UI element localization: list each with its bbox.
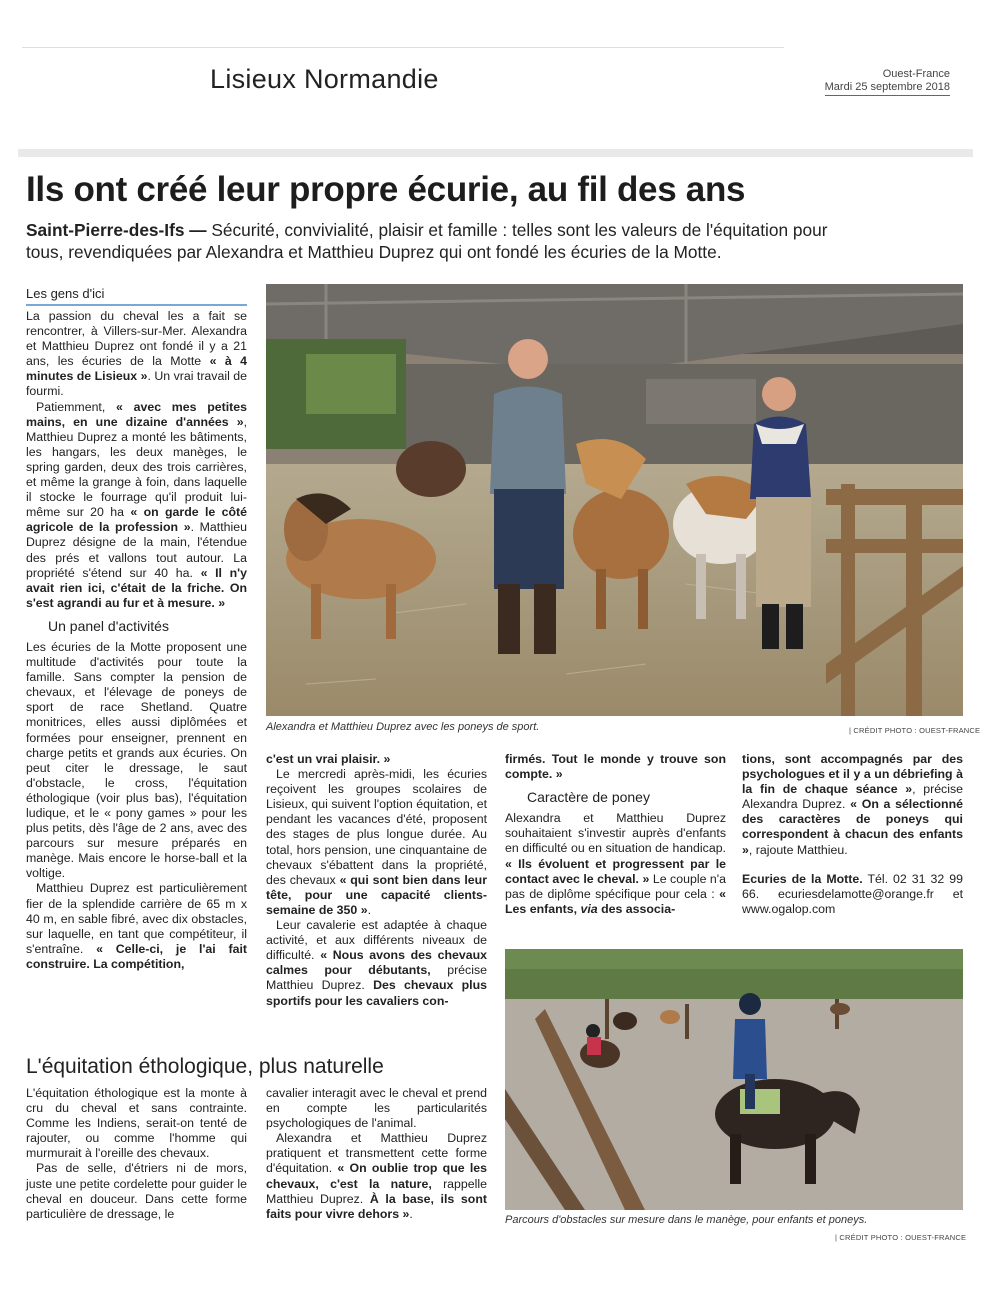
chapo-text: Sécurité, convivialité, plaisir et famille : telles sont les valeurs de l'équitation pour tous, revendiquées par Alexandra et Matthieu Duprez qui ont fondé les écuries de la Motte.: [26, 220, 828, 262]
text: Le mercredi après-midi, les écuries reçoivent les groupes scolaires de Lisieux, qui suivent l'option équitation, et pendant les vacances d'été, proposent des stages de plus longue durée. Au total, hors pension, une cinquantaine de chevaux s'ébattent dans la propriété, des chevaux: [266, 767, 487, 887]
encart-column-1: [26, 1086, 247, 1222]
text: .: [367, 902, 371, 917]
quote: « On a sélectionné des caractères de poneys qui correspondent à chacun des enfants »: [742, 797, 963, 857]
top-rule: [22, 47, 784, 48]
paragraph: [266, 918, 487, 1009]
main-photo-credit: | CRÉDIT PHOTO : OUEST-FRANCE: [849, 726, 981, 735]
quote: c'est un vrai plaisir. »: [266, 752, 391, 766]
chapo: [26, 219, 856, 263]
column-4: [742, 752, 963, 917]
paragraph: [26, 309, 247, 400]
paragraph: [266, 767, 487, 918]
main-photo: [266, 284, 963, 716]
text: Le couple n'a pas de diplôme spécifique pour cela :: [505, 871, 727, 901]
dateline: Saint-Pierre-des-Ifs —: [26, 220, 207, 240]
encart-title: L'équitation éthologique, plus naturelle: [26, 1055, 384, 1078]
text: . Matthieu Duprez désigne de la main, l'étendue des prés et vallons tout autour. La propriété s'étend sur 40 ha.: [26, 520, 247, 580]
contact-name: Ecuries de la Motte.: [742, 871, 863, 886]
quote: « qui sont bien dans leur tête, pour une capacité clients-semaine de 350 »: [266, 872, 487, 917]
quote: des associa-: [597, 901, 676, 916]
photo-arena-children: [505, 949, 963, 1210]
quote: Des chevaux plus sportifs pour les cavaliers con-: [266, 978, 487, 1008]
paragraph: [26, 881, 247, 972]
quote: firmés. Tout le monde y trouve son compte. »: [505, 752, 726, 782]
paragraph: [505, 811, 726, 917]
main-photo-caption: Alexandra et Matthieu Duprez avec les poneys de sport.: [266, 721, 540, 733]
text: . Un vrai travail de fourmi.: [26, 369, 247, 399]
headline: Ils ont créé leur propre écurie, au fil des ans: [26, 170, 746, 209]
paragraph: cavalier interagit avec le cheval et prend en compte les particularités psychologiques de l'animal.: [266, 1086, 487, 1131]
text: Alexandra et Matthieu Duprez pratiquent et transmettent cette forme d'équitation.: [266, 1131, 487, 1176]
paragraph: L'équitation éthologique est la monte à cru du cheval et sans contrainte. Comme les Indiens, serait-on tenté de rajouter, ou comme l'homme qui murmurait à l'oreille des chevaux.: [26, 1086, 247, 1161]
second-photo-caption: Parcours d'obstacles sur mesure dans le manège, pour enfants et poneys.: [505, 1214, 868, 1226]
text: , Matthieu Duprez a monté les bâtiments, les hangars, les deux manèges, le spring garden, deux des trois carrières, et même la grange à foin, dans laquelle il stocke le fourrage qu'il produit lui-même sur 20 ha: [26, 414, 247, 520]
paragraph: [266, 1131, 487, 1222]
paragraph: [266, 752, 487, 767]
quote: « Les enfants,: [505, 886, 726, 916]
quote: « à 4 minutes de Lisieux »: [26, 354, 247, 384]
quote: tions, sont accompagnés par des psychologues et il y a un débriefing à la fin de chaque séance »: [742, 752, 963, 797]
subheading-activities: Un panel d'activités: [48, 617, 169, 634]
paragraph: Pas de selle, d'étriers ni de mors, juste une petite cordelette pour guider le cheval en douceur. Dans cette forme particulière de dressage, le: [26, 1161, 247, 1221]
encart-column-2: [266, 1086, 487, 1222]
paragraph: [505, 752, 726, 782]
quote: « avec mes petites mains, en une dizaine d'années »: [26, 399, 247, 429]
quote: « Ils évoluent et progressent par le contact avec le cheval. »: [505, 856, 726, 886]
column-3: [505, 752, 726, 917]
paragraph: [26, 400, 247, 611]
column-2: [266, 752, 487, 1009]
quote: À la base, ils sont faits pour vivre dehors »: [266, 1191, 487, 1221]
quote: « Celle-ci, je l'ai fait construire. La compétition,: [26, 941, 248, 971]
quote: « Il n'y avait rien ici, c'était de la friche. On s'est agrandi au fur et à mesure. »: [26, 565, 247, 610]
contact-details: Tél. 02 31 32 99 66. ecuriesdelamotte@orange.fr et www.ogalop.com: [742, 871, 963, 916]
kicker: Les gens d'ici: [26, 286, 247, 306]
quote: « Nous avons des chevaux calmes pour débutants,: [266, 948, 488, 978]
second-photo: [505, 949, 963, 1210]
text: .: [409, 1206, 413, 1221]
publication-name: Ouest-France: [882, 68, 950, 80]
date-rule: [825, 95, 950, 96]
paragraph: [742, 752, 963, 858]
text: Leur cavalerie est adaptée à chaque activité, et aux différents niveaux de difficulté.: [266, 918, 487, 963]
text: , rajoute Matthieu.: [748, 842, 848, 857]
publication-info: [825, 68, 950, 94]
text: Patiemment,: [36, 399, 117, 414]
quote: « on garde le côté agricole de la profession »: [26, 505, 248, 535]
paragraph: Les écuries de la Motte proposent une multitude d'activités pour toute la famille. Sans compter la pension de chevaux, et l'élevage de poneys de sport de race Shetland. Quatre monitrices, elles aussi diplômées et formées pour enseigner, prennent en charge petits et grands aux écuries. On peut citer le dressage, le saut d'obstacle, le cross, l'équitation éthologique (voir plus bas), l'équitation ludique, et le « pony games » pour les plus petits, dès l'âge de 2 ans, avec des parcours sur mesure préparés en manège. Mais encore le horse-ball et la voltige.: [26, 639, 247, 881]
quote-italic: via: [580, 901, 598, 916]
quote: « On oublie trop que les chevaux, c'est la nature,: [266, 1161, 487, 1191]
text: rappelle Matthieu Duprez.: [266, 1176, 487, 1206]
text: La passion du cheval les a fait se rencontrer, à Villers-sur-Mer. Alexandra et Matthieu Duprez ont fondé il y a 21 ans, les écuries de la Motte: [26, 309, 247, 369]
publication-date: Mardi 25 septembre 2018: [824, 81, 950, 93]
section-title: Lisieux Normandie: [210, 64, 439, 94]
grey-band: [18, 149, 973, 157]
text: Matthieu Duprez est particulièrement fier de la splendide carrière de 65 m x 40 m, en sable fibré, avec dix obstacles, sur laquelle, en tant que compétiteur, il s'entraîne.: [26, 881, 247, 956]
text: Alexandra et Matthieu Duprez souhaitaient s'investir auprès d'enfants en difficulté ou en situation de handicap.: [505, 811, 726, 856]
subheading-character: Caractère de poney: [527, 789, 650, 806]
text: , précise Alexandra Duprez.: [742, 782, 964, 812]
second-photo-credit: | CRÉDIT PHOTO : OUEST-FRANCE: [835, 1233, 967, 1242]
photo-barn-ponies: [266, 284, 963, 716]
text: précise Matthieu Duprez.: [266, 963, 487, 993]
column-1: [26, 309, 247, 972]
contact: [742, 872, 963, 917]
